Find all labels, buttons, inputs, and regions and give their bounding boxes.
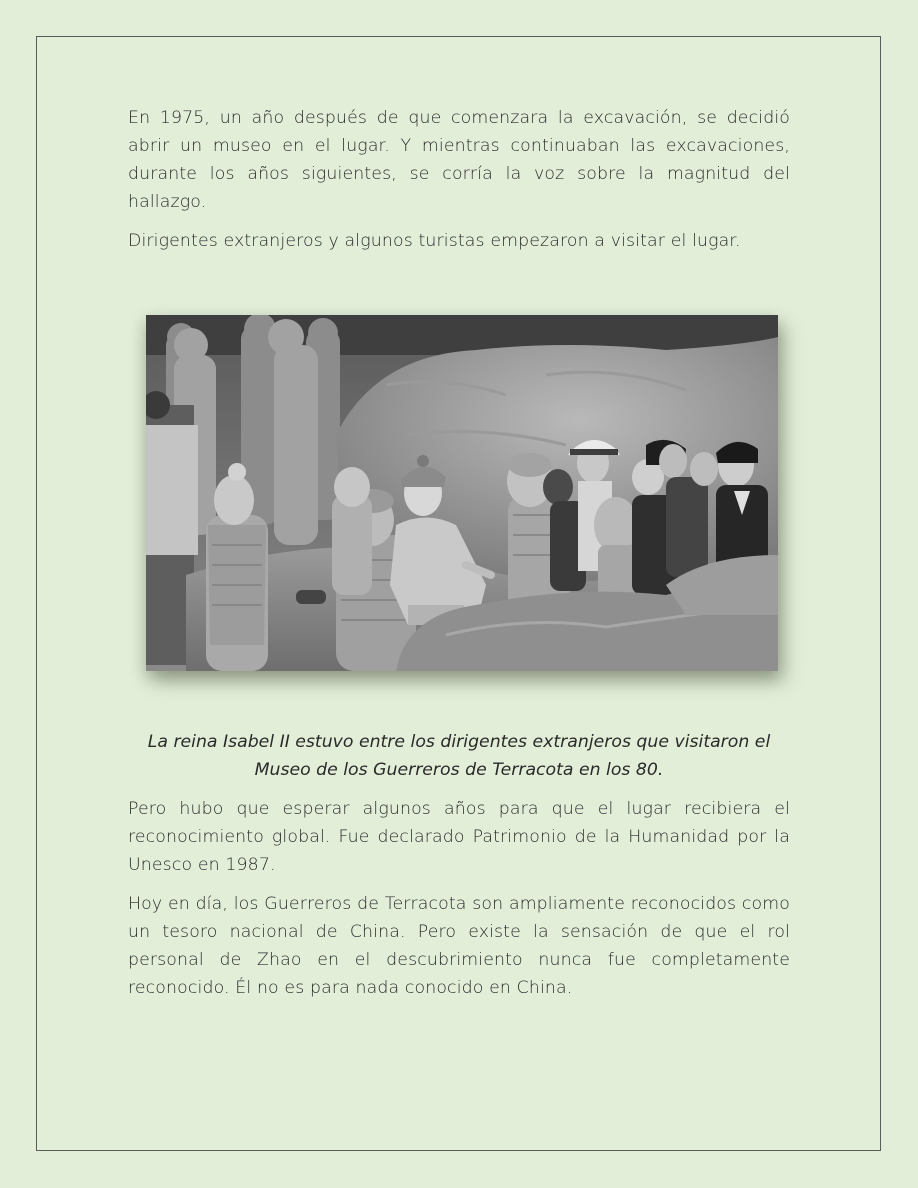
paragraph-museum-opening: En 1975, un año después de que comenzara la excavación, se decidió abrir un museo en el lugar. Y mientras continuaban las excavaciones, durante los años siguientes, se corría la voz sobre la magnitud del hallazgo. xyxy=(128,108,790,212)
text-block-top xyxy=(128,104,790,266)
text-block-bottom xyxy=(128,795,790,1013)
paragraph-zhao-recognition: Hoy en día, los Guerreros de Terracota son ampliamente reconocidos como un tesoro nacional de China. Pero existe la sensación de que el rol personal de Zhao en el descubrimiento nunca fue completamente reconocido. Él no es para nada conocido en China. xyxy=(128,894,790,998)
paragraph-visitors: Dirigentes extranjeros y algunos turistas empezaron a visitar el lugar. xyxy=(128,231,741,251)
paragraph-unesco: Pero hubo que esperar algunos años para que el lugar recibiera el reconocimiento global. Fue declarado Patrimonio de la Humanidad por la Unesco en 1987. xyxy=(128,799,790,875)
photo-image xyxy=(146,315,778,671)
photo-terracotta-visit xyxy=(146,315,778,671)
photo-caption: La reina Isabel II estuvo entre los dirigentes extranjeros que visitaron el Museo de los Guerreros de Terracota en los 80. xyxy=(147,732,771,780)
